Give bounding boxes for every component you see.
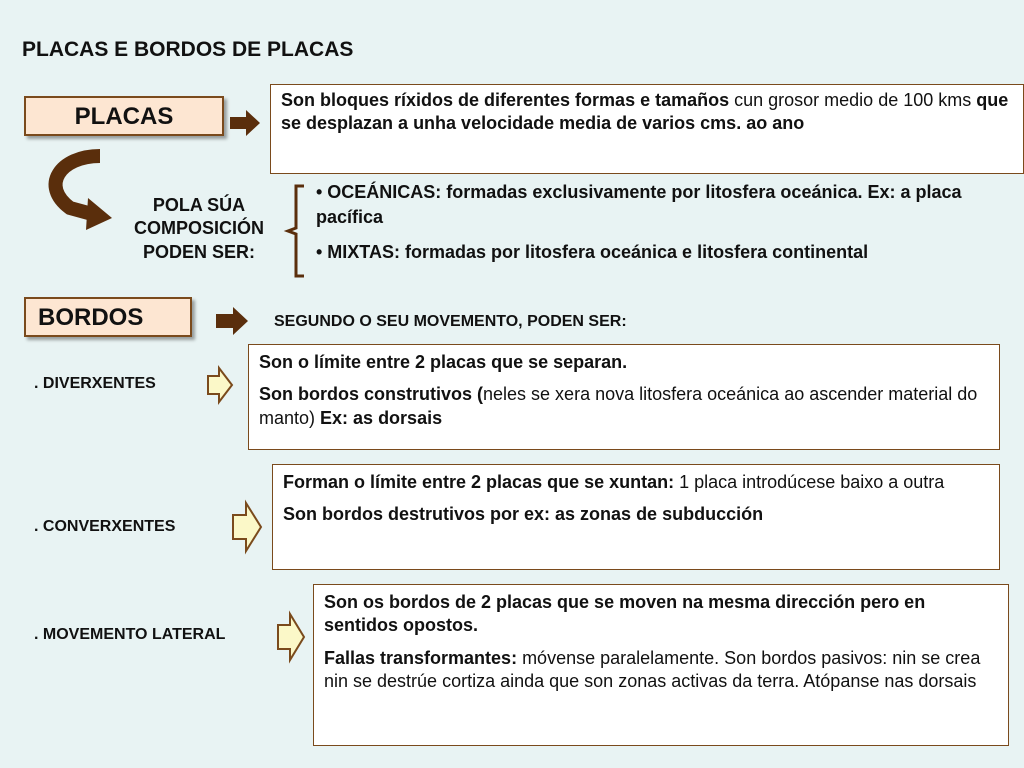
composicion-list (316, 180, 1020, 276)
movemento-lateral-box (313, 584, 1009, 746)
placas-label-box: PLACAS (24, 96, 224, 136)
placas-definition (270, 84, 1024, 174)
outline-arrow-icon (277, 613, 305, 661)
text-segment: que se desplazan a unha velocidade media de varios cms. ao ano (281, 90, 1009, 134)
text-segment: Son bloques ríxidos de diferentes formas e tamaños (281, 90, 730, 110)
movemento-lateral-line2 (324, 647, 998, 694)
text-segment: Ex: as dorsais (320, 407, 443, 428)
list-item-oceanicas: • OCEÁNICAS: formadas exclusivamente por litosfera oceánica. Ex: a placa pacífica (316, 182, 962, 228)
bordos-subtitle: SEGUNDO O SEU MOVEMENTO, PODEN SER: (274, 313, 627, 330)
placas-definition-text (281, 89, 1013, 136)
converxentes-label: . CONVERXENTES (34, 518, 176, 535)
converxentes-box (272, 464, 1000, 570)
outline-arrow-icon (207, 367, 233, 403)
converxentes-line1 (283, 471, 989, 494)
composicion-label: POLA SÚA COMPOSICIÓN PODEN SER: (133, 195, 264, 262)
movemento-lateral-line1: Son os bordos de 2 placas que se moven na mesma dirección pero en sentidos opostos. (324, 592, 926, 636)
movemento-lateral-label: . MOVEMENTO LATERAL (34, 626, 226, 643)
converxentes-line2: Son bordos destrutivos por ex: as zonas de subducción (283, 504, 764, 525)
diverxentes-line1: Son o límite entre 2 placas que se separan. (259, 352, 628, 372)
bordos-label-box: BORDOS (24, 297, 192, 337)
text-segment: Forman o límite entre 2 placas que se xuntan: (283, 472, 675, 492)
diverxentes-line2 (259, 383, 989, 430)
outline-arrow-icon (232, 502, 262, 552)
diverxentes-label: . DIVERXENTES (34, 375, 156, 392)
text-segment: Son bordos construtivos ( (259, 384, 484, 405)
page-title: PLACAS E BORDOS DE PLACAS (22, 38, 354, 61)
arrow-right-icon (230, 110, 260, 136)
text-segment: cun grosor medio de 100 kms (729, 90, 977, 110)
bracket-icon (284, 184, 306, 278)
text-segment: móvense paralelamente. Son bordos pasivos: nin se crea nin se destrúe cortiza ainda que son zonas activas da terra. Atópanse nas dorsais (324, 647, 981, 692)
text-segment: neles se xera nova litosfera oceánica ao ascender material do manto) (259, 384, 978, 428)
text-segment: Fallas transformantes: (324, 647, 518, 668)
list-item-mixtas: • MIXTAS: formadas por litosfera oceánica e litosfera continental (316, 242, 869, 263)
text-segment: 1 placa introdúcese baixo a outra (674, 472, 945, 492)
diverxentes-box (248, 344, 1000, 450)
arrow-right-icon (216, 307, 248, 335)
